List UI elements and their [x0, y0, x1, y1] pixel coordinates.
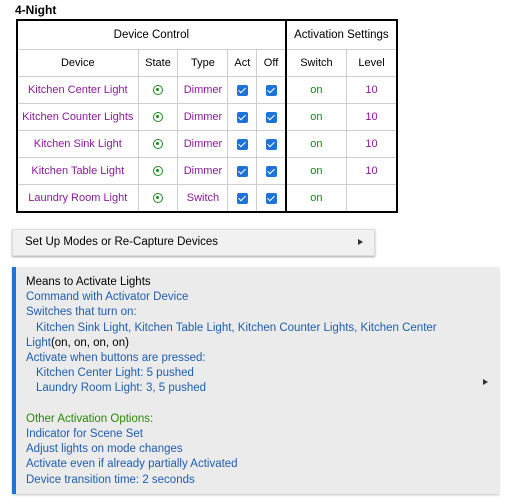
- act-checkbox[interactable]: [237, 139, 248, 150]
- level-value[interactable]: 10: [347, 131, 397, 158]
- col-level: Level: [347, 50, 397, 77]
- device-table: [17, 20, 397, 212]
- radio-on-icon: [153, 193, 163, 203]
- switches-label: Switches that turn on:: [26, 306, 137, 319]
- off-checkbox[interactable]: [266, 112, 277, 123]
- setup-modes-button[interactable]: [12, 229, 375, 256]
- switch-state[interactable]: on: [286, 131, 347, 158]
- panel-heading: Means to Activate Lights: [26, 276, 151, 288]
- switches-states: (on, on, on, on): [50, 336, 129, 349]
- device-type: Dimmer: [178, 77, 228, 104]
- device-type: Switch: [178, 185, 228, 212]
- switches-wrap: Light: [26, 336, 51, 349]
- device-name-link[interactable]: Kitchen Counter Lights: [18, 104, 139, 131]
- device-type: Dimmer: [178, 104, 228, 131]
- level-value[interactable]: 10: [347, 158, 397, 185]
- group-activation-settings: Activation Settings: [286, 21, 397, 50]
- col-device: Device: [18, 50, 139, 77]
- table-row: [18, 104, 397, 131]
- col-switch: Switch: [286, 50, 347, 77]
- other-options-label: Other Activation Options:: [26, 412, 154, 425]
- switch-state[interactable]: on: [286, 104, 347, 131]
- switch-state[interactable]: on: [286, 185, 347, 212]
- level-value[interactable]: 10: [347, 77, 397, 104]
- switch-state[interactable]: on: [286, 77, 347, 104]
- command-activator-link[interactable]: Command with Activator Device: [26, 291, 189, 304]
- act-checkbox[interactable]: [237, 112, 248, 123]
- device-type: Dimmer: [178, 158, 228, 185]
- act-checkbox[interactable]: [237, 193, 248, 204]
- radio-on-icon: [153, 139, 163, 149]
- indicator-option: Indicator for Scene Set: [26, 428, 143, 441]
- switches-list: Kitchen Sink Light, Kitchen Table Light, Kitchen Counter Lights, Kitchen Center: [36, 321, 437, 334]
- table-row: [18, 131, 397, 158]
- button-entry: Laundry Room Light: 3, 5 pushed: [36, 382, 207, 395]
- table-row: [18, 77, 397, 104]
- act-checkbox[interactable]: [237, 85, 248, 96]
- buttons-label: Activate when buttons are pressed:: [26, 352, 206, 365]
- act-checkbox[interactable]: [237, 166, 248, 177]
- device-name-link[interactable]: Kitchen Sink Light: [18, 131, 139, 158]
- device-name-link[interactable]: Kitchen Center Light: [18, 77, 139, 104]
- switch-state[interactable]: on: [286, 158, 347, 185]
- button-entry: Kitchen Center Light: 5 pushed: [36, 367, 194, 380]
- device-type: Dimmer: [178, 131, 228, 158]
- activate-partial-option: Activate even if already partially Activated: [26, 458, 238, 471]
- level-value[interactable]: 10: [347, 104, 397, 131]
- device-name-link[interactable]: Laundry Room Light: [18, 185, 139, 212]
- off-checkbox[interactable]: [266, 166, 277, 177]
- table-row: [18, 158, 397, 185]
- off-checkbox[interactable]: [266, 139, 277, 150]
- chevron-right-icon: [358, 239, 363, 245]
- section-title: 4-Night: [15, 3, 57, 17]
- col-type: Type: [178, 50, 228, 77]
- device-name-link[interactable]: Kitchen Table Light: [18, 158, 139, 185]
- off-checkbox[interactable]: [266, 193, 277, 204]
- adjust-option: Adjust lights on mode changes: [26, 443, 183, 456]
- radio-on-icon: [153, 112, 163, 122]
- setup-modes-label: Set Up Modes or Re-Capture Devices: [25, 236, 219, 248]
- radio-on-icon: [153, 166, 163, 176]
- level-value[interactable]: [347, 185, 397, 212]
- chevron-right-icon: [483, 379, 488, 385]
- col-act: Act: [228, 50, 257, 77]
- col-state: State: [138, 50, 178, 77]
- transition-option: Device transition time: 2 seconds: [26, 473, 195, 486]
- activation-panel[interactable]: [12, 267, 499, 494]
- off-checkbox[interactable]: [266, 85, 277, 96]
- radio-on-icon: [153, 85, 163, 95]
- col-off: Off: [257, 50, 286, 77]
- group-device-control: Device Control: [18, 21, 286, 50]
- table-row: [18, 185, 397, 212]
